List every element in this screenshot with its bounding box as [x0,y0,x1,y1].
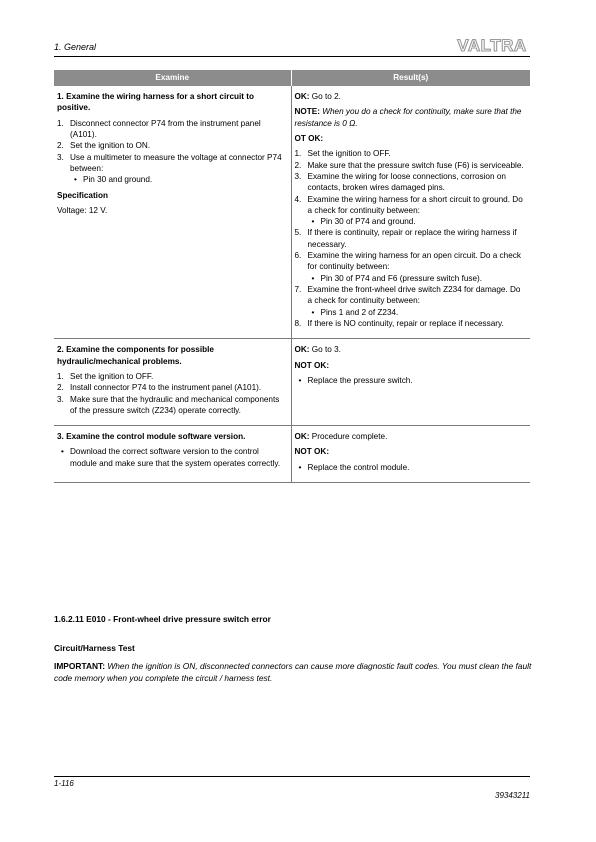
list-item: 1. Disconnect connector P74 from the instrument panel (A101). [57,118,261,139]
examine-cell [54,426,291,483]
list-item: 1. Set the ignition to OFF. [294,149,391,159]
bullet-item: • Pin 30 of P74 and F6 (pressure switch fuse). [311,273,483,283]
not-ok-steps [295,148,528,329]
section-heading: 1.6.2.11 E010 - Front-wheel drive pressure switch error [54,614,271,624]
bullet-item: • Replace the pressure switch. [298,375,413,385]
ok-line: OK: Procedure complete. [294,432,388,442]
important-note: IMPORTANT: When the ignition is ON, disconnected connectors can cause more diagnostic fault codes. You must clean the fault code memory when you complete the circuit / harness test. [54,661,532,683]
header-rule [54,56,530,57]
step-title: 3. Examine the control module software version. [57,432,246,442]
ok-line: OK: Go to 3. [294,345,341,355]
not-ok-label: NOT OK: [294,360,330,370]
svg-text:VALTRA: VALTRA [457,36,527,54]
ok-line: OK: Go to 2. [294,92,341,101]
list-item: 5. If there is continuity, repair or replace the wiring harness if necessary. [294,228,517,249]
bullet-item: • Replace the control module. [298,462,410,472]
not-ok-bullets [295,462,528,473]
document-number: 39343211 [495,791,530,800]
note: NOTE: When you do a check for continuity, make sure that the resistance is 0 Ω. [294,107,522,128]
table-row [54,339,530,426]
column-header-examine: Examine [54,70,291,86]
result-cell [291,426,530,483]
not-ok-label: NOT OK: [294,447,330,457]
section-subheading: Circuit/Harness Test [54,643,135,653]
diagnostic-table [54,70,530,483]
step-bullets [57,446,288,469]
spec-value: Voltage: 12 V. [57,205,108,215]
spec-label: Specification [57,190,108,200]
list-item: 3. Make sure that the hydraulic and mechanical components of the pressure switch (Z234) operate correctly. [57,394,280,415]
not-ok-bullets [295,375,528,386]
table-row [54,86,530,339]
examine-cell [54,339,291,426]
list-item: 1. Set the ignition to OFF. [57,371,154,381]
list-item: 2. Install connector P74 to the instrument panel (A101). [57,383,262,393]
list-item: 2. Set the ignition to ON. [57,141,151,151]
list-item: 8. If there is NO continuity, repair or replace if necessary. [294,318,504,328]
step-title: 1. Examine the wiring harness for a short circuit to positive. [57,92,255,113]
page-number: 1-116 [54,779,74,788]
step-title: 2. Examine the components for possible hydraulic/mechanical problems. [57,345,214,366]
list-item: 6. Examine the wiring harness for an open circuit. Do a check for continuity between: • Pin 30 of P74 and F6 (pressure switch fuse). [295,250,528,284]
list-item: 3. Examine the wiring for loose connections, corrosion on contacts, broken wires damaged pins. [294,171,506,193]
bullet-item: • Download the correct software version to the control module and make sure that the system operates correctly. [61,447,281,468]
bullet-item: • Pin 30 and ground. [74,175,153,185]
footer-rule [54,776,530,777]
step-list [57,118,288,186]
list-item: 4. Examine the wiring harness for a short circuit to ground. Do a check for continuity between: • Pin 30 of P74 and ground. [295,194,528,228]
not-ok-label: OT OK: [294,133,324,143]
list-item: 7. Examine the front-wheel drive switch Z234 for damage. Do a check for continuity between: • Pins 1 and 2 of Z234. [295,284,528,318]
bullet-item: • Pin 30 of P74 and ground. [311,217,416,227]
column-header-results: Result(s) [291,70,530,86]
bullet-item: • Pins 1 and 2 of Z234. [311,307,399,317]
result-cell [291,86,530,339]
examine-cell [54,86,291,339]
list-item: 3. Use a multimeter to measure the voltage at connector P74 between: • Pin 30 and ground. [57,152,288,186]
table-row [54,426,530,483]
list-item: 2. Make sure that the pressure switch fuse (F6) is serviceable. [294,160,524,170]
header-section-title: 1. General [54,42,97,52]
step-list [57,371,288,416]
result-cell [291,339,530,426]
